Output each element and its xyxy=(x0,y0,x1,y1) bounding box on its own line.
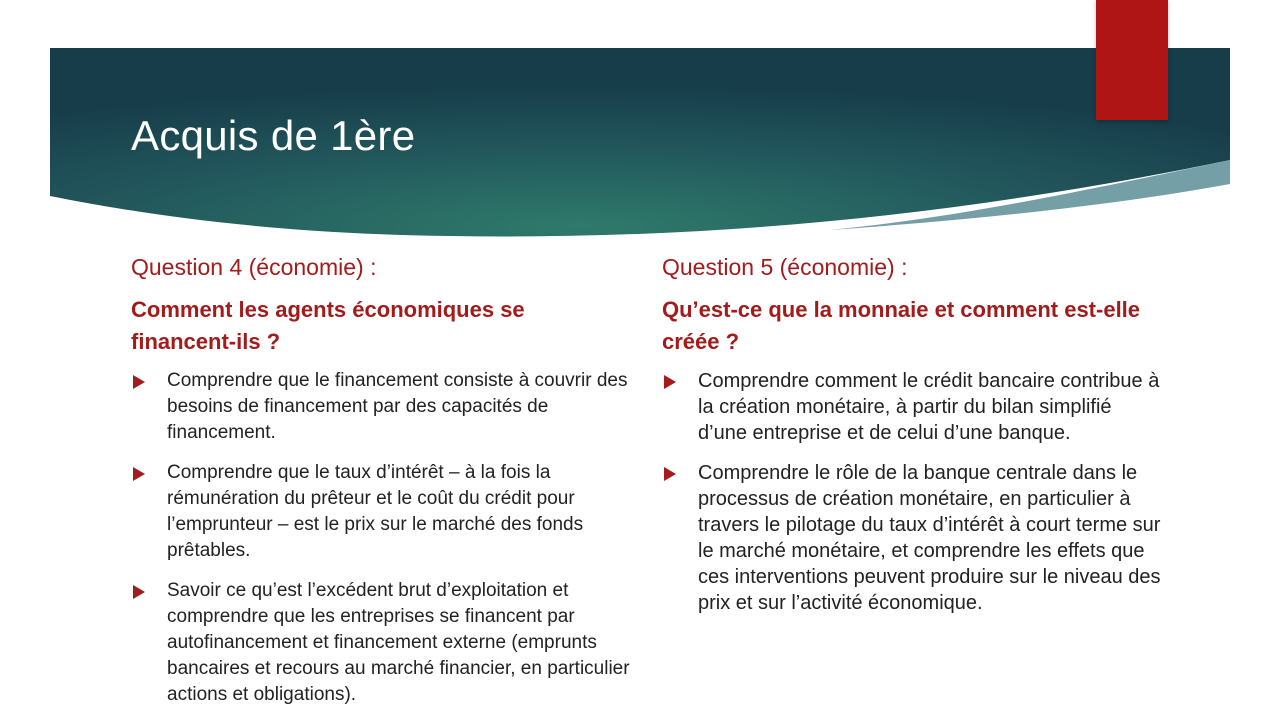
bullet-text: Savoir ce qu’est l’excédent brut d’exploitation et comprendre que les entreprises se financent par autofinancement et financement externe (emprunts bancaires et recours au marché financier, en particulier actions et obligations). xyxy=(167,580,630,705)
bullet-text: Comprendre le rôle de la banque centrale dans le processus de création monétaire, en particulier à travers le pilotage du taux d’intérêt à court terme sur le marché monétaire, et comprendre les effets que ces interventions peuvent produire sur le niveau des prix et sur l’activité économique. xyxy=(698,462,1161,614)
list-item xyxy=(131,578,631,708)
question-heading: Qu’est-ce que la monnaie et comment est-elle créée ? xyxy=(662,297,1141,354)
question-label: Question 4 (économie) : xyxy=(131,254,377,280)
list-item xyxy=(131,368,631,446)
accent-tab xyxy=(1096,0,1168,120)
question-label: Question 5 (économie) : xyxy=(662,254,908,280)
bullet-list xyxy=(131,368,631,708)
list-item xyxy=(662,460,1162,616)
triangle-bullet-icon xyxy=(133,585,145,599)
triangle-bullet-icon xyxy=(664,375,676,389)
left-column xyxy=(131,250,631,722)
triangle-bullet-icon xyxy=(133,467,145,481)
list-item xyxy=(662,368,1162,446)
triangle-bullet-icon xyxy=(664,467,676,481)
bullet-list xyxy=(662,368,1162,616)
question-heading: Comment les agents économiques se financent-ils ? xyxy=(131,297,525,354)
list-item xyxy=(131,460,631,564)
right-column xyxy=(662,250,1162,630)
bullet-text: Comprendre comment le crédit bancaire contribue à la création monétaire, à partir du bilan simplifié d’une entreprise et de celui d’une banque. xyxy=(698,370,1160,444)
slide-title: Acquis de 1ère xyxy=(131,112,416,159)
triangle-bullet-icon xyxy=(133,375,145,389)
bullet-text: Comprendre que le taux d’intérêt – à la fois la rémunération du prêteur et le coût du crédit pour l’emprunteur – est le prix sur le marché des fonds prêtables. xyxy=(167,462,584,561)
bullet-text: Comprendre que le financement consiste à couvrir des besoins de financement par des capacités de financement. xyxy=(167,370,628,443)
